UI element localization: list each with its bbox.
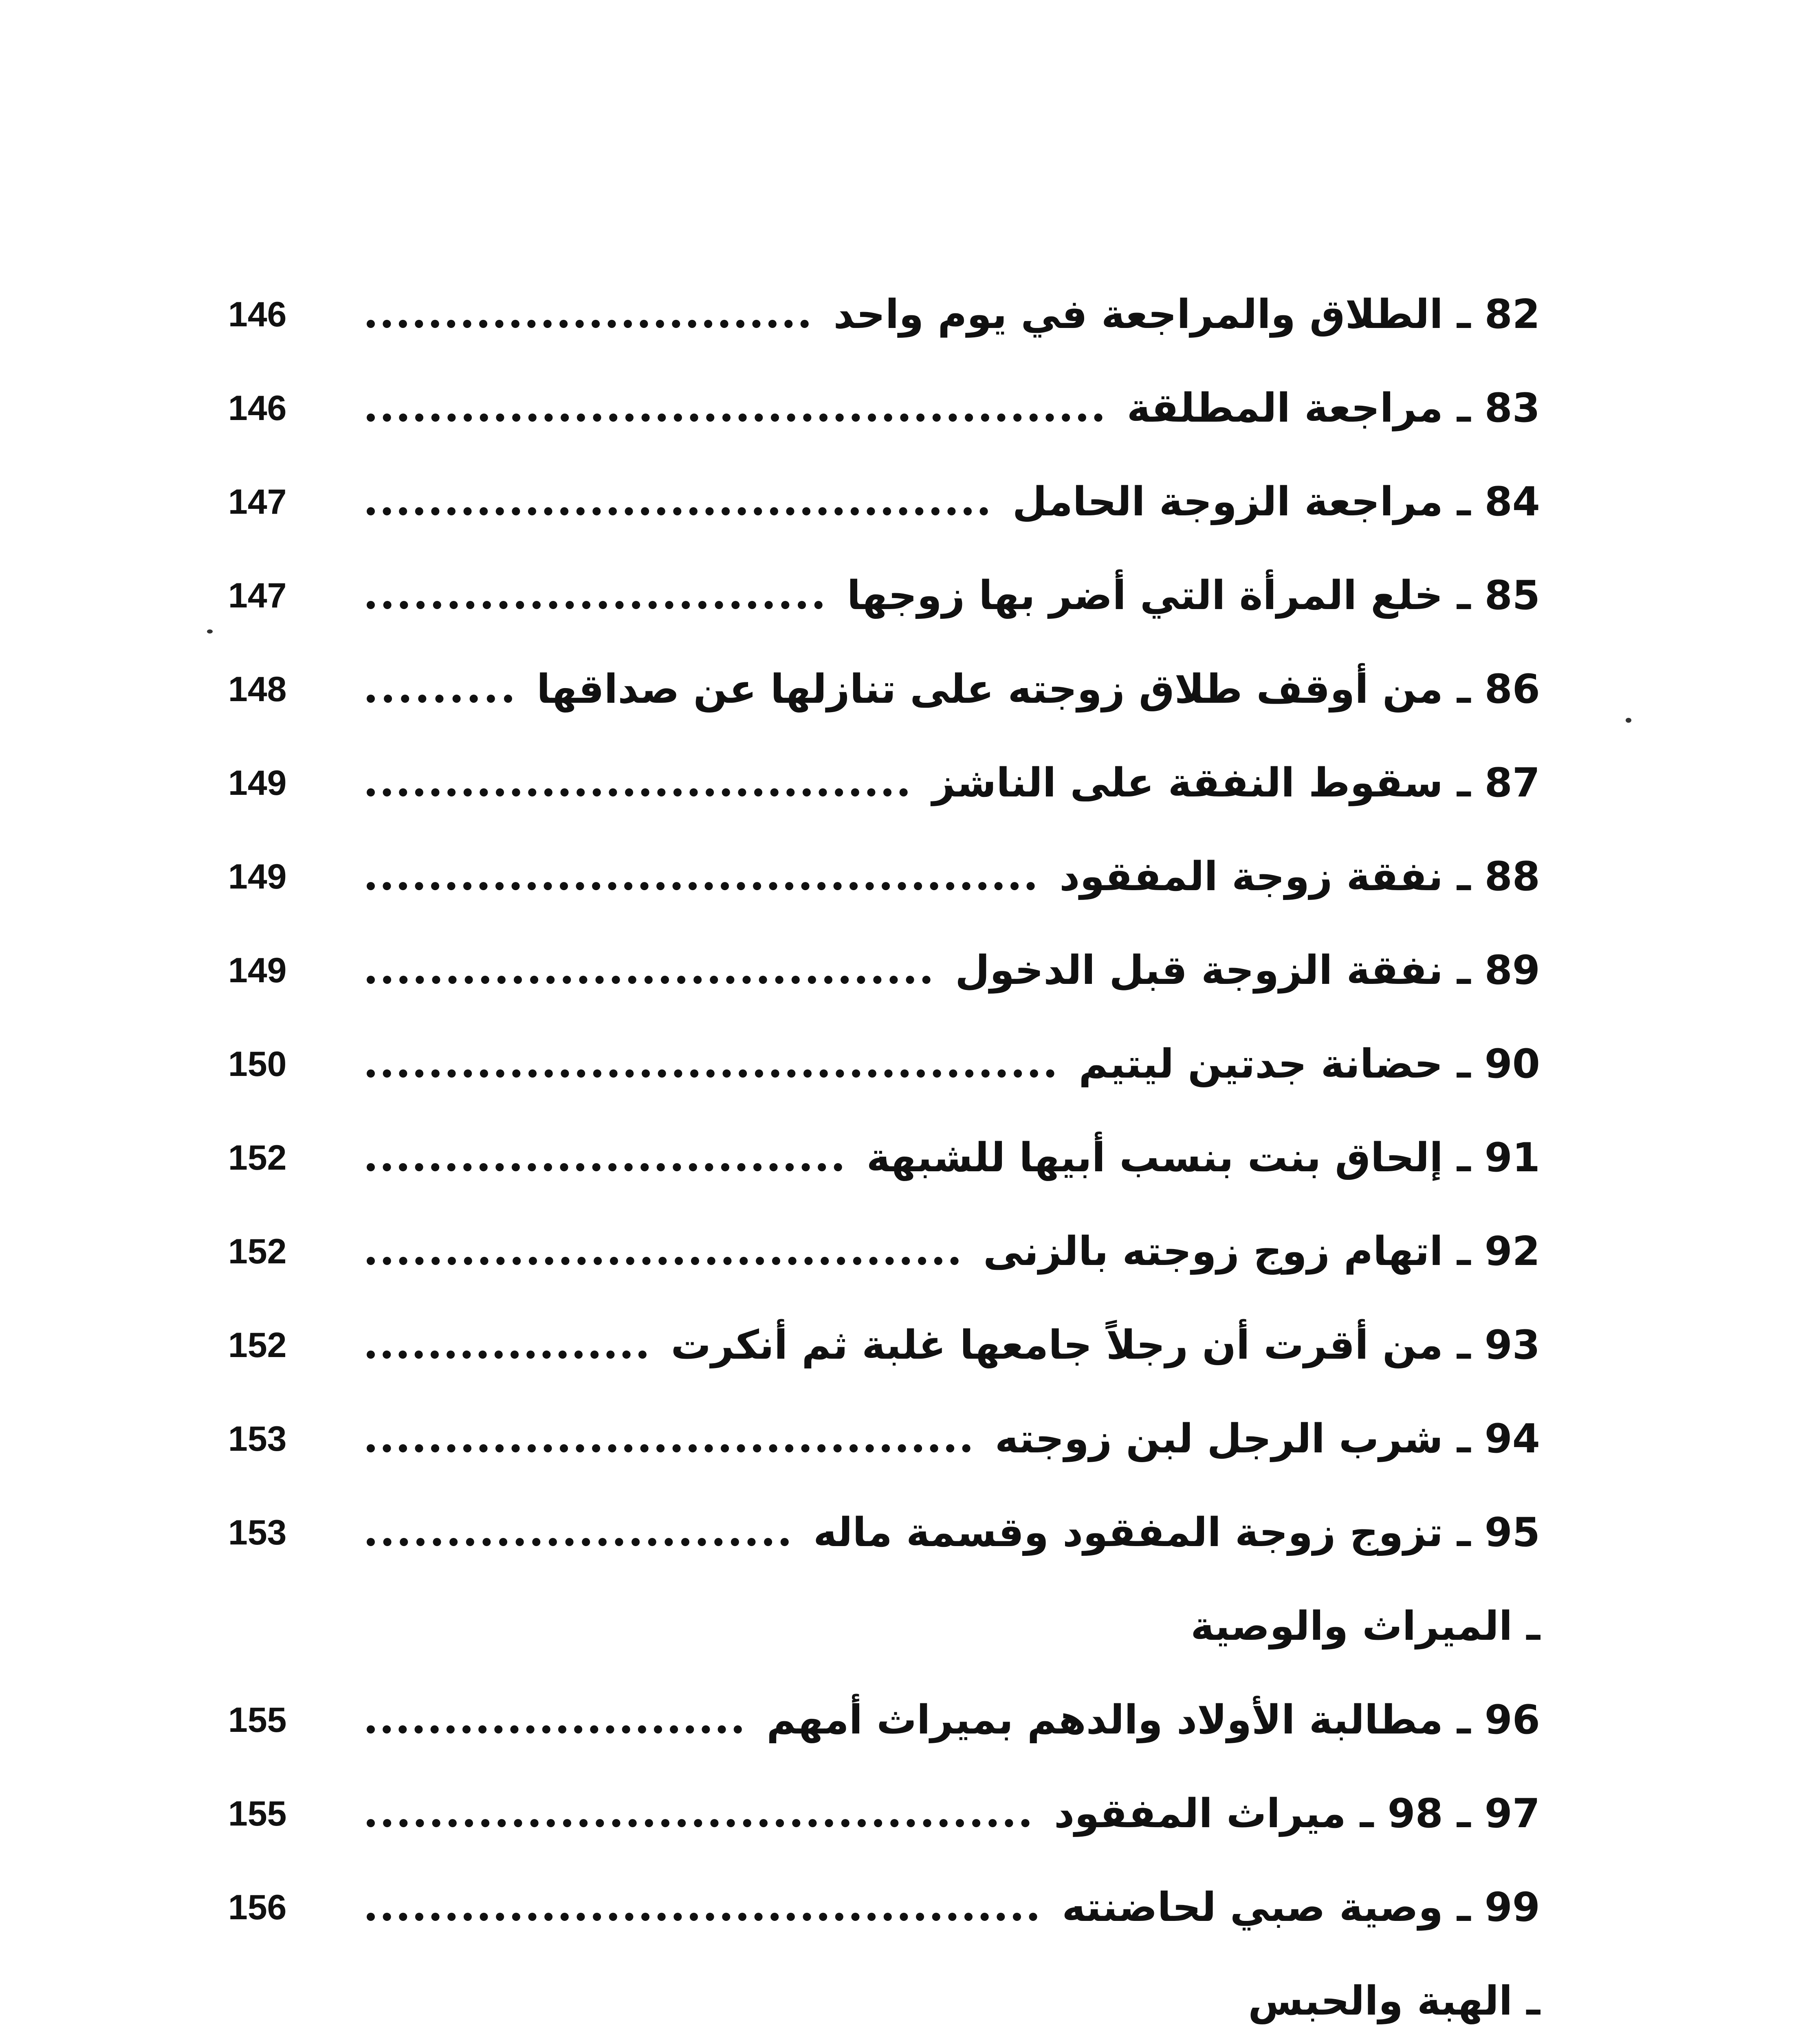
toc-entry-title: 84 ـ مراجعة الزوجة الحامل xyxy=(1012,479,1540,525)
toc-entry-page: 153 xyxy=(228,1419,287,1458)
toc-entry-97-98 xyxy=(359,1777,1540,1850)
section-heading-gift: ـ الهبة والحبس xyxy=(1248,1978,1540,2024)
toc-entry-87 xyxy=(359,746,1540,820)
toc-entry-title: 96 ـ مطالبة الأولاد والدهم بميراث أمهم xyxy=(766,1697,1540,1743)
toc-entry-page: 153 xyxy=(228,1513,287,1552)
toc-entry-title: 90 ـ حضانة جدتين ليتيم xyxy=(1078,1041,1540,1087)
toc-entry-title: 82 ـ الطلاق والمراجعة في يوم واحد xyxy=(833,291,1540,338)
toc-entry-91 xyxy=(359,1121,1540,1194)
toc-entry-page: 147 xyxy=(228,482,287,521)
toc-entry-title: 95 ـ تزوج زوجة المفقود وقسمة ماله xyxy=(813,1509,1540,1556)
toc-entry-page: 150 xyxy=(228,1045,287,1084)
toc-entry-82 xyxy=(359,278,1540,351)
toc-entry-page: 152 xyxy=(228,1138,287,1177)
toc-entry-86 xyxy=(359,653,1540,726)
dot-leader xyxy=(367,788,908,796)
toc-entry-title: 93 ـ من أقرت أن رجلاً جامعها غلبة ثم أنكرت xyxy=(671,1322,1540,1368)
dot-leader xyxy=(367,695,512,703)
toc-entry-title: 97 ـ 98 ـ ميراث المفقود xyxy=(1054,1791,1540,1837)
toc-entry-page: 146 xyxy=(228,295,287,334)
toc-entry-page: 146 xyxy=(228,389,287,428)
toc-entry-title: 83 ـ مراجعة المطلقة xyxy=(1127,385,1540,431)
toc-entry-90 xyxy=(359,1027,1540,1101)
toc-entry-92 xyxy=(359,1215,1540,1288)
section-heading-inheritance: ـ الميراث والوصية xyxy=(1191,1603,1540,1650)
dot-leader xyxy=(367,1163,842,1171)
dot-leader xyxy=(367,414,1103,422)
toc-entry-title: 88 ـ نفقة زوجة المفقود xyxy=(1059,854,1540,900)
scan-speck xyxy=(207,629,213,634)
toc-entry-page: 147 xyxy=(228,576,287,615)
dot-leader xyxy=(367,1538,789,1546)
toc-entry-page: 149 xyxy=(228,951,287,990)
scan-speck xyxy=(1626,718,1631,723)
toc-entry-page: 155 xyxy=(228,1794,287,1833)
toc-entry-85 xyxy=(359,559,1540,632)
toc-entry-title: 94 ـ شرب الرجل لبن زوجته xyxy=(995,1416,1540,1462)
toc-entry-title: 91 ـ إلحاق بنت بنسب أبيها للشبهة xyxy=(866,1135,1540,1181)
toc-entry-99 xyxy=(359,1871,1540,1944)
dot-leader xyxy=(367,507,988,515)
toc-entry-94 xyxy=(359,1402,1540,1476)
dot-leader xyxy=(367,976,931,984)
toc-entry-page: 152 xyxy=(228,1326,287,1365)
toc-entry-page: 149 xyxy=(228,763,287,803)
toc-entry-title: 92 ـ اتهام زوج زوجته بالزنى xyxy=(983,1228,1540,1275)
dot-leader xyxy=(367,1069,1054,1078)
dot-leader xyxy=(367,1351,647,1359)
toc-entry-title: 89 ـ نفقة الزوجة قبل الدخول xyxy=(955,947,1540,994)
toc-entry-84 xyxy=(359,465,1540,539)
dot-leader xyxy=(367,1819,1030,1827)
toc-entry-title: 86 ـ من أوقف طلاق زوجته على تنازلها عن صداقها xyxy=(536,666,1540,713)
toc-entry-page: 149 xyxy=(228,857,287,896)
dot-leader xyxy=(367,1444,971,1452)
toc-entry-83 xyxy=(359,372,1540,445)
dot-leader xyxy=(367,1913,1037,1921)
toc-entry-page: 155 xyxy=(228,1700,287,1740)
toc-entry-93 xyxy=(359,1309,1540,1382)
dot-leader xyxy=(367,1725,742,1733)
dot-leader xyxy=(367,1257,959,1265)
toc-entry-95 xyxy=(359,1496,1540,1569)
toc-entry-page: 148 xyxy=(228,670,287,709)
toc-entry-title: 85 ـ خلع المرأة التي أضر بها زوجها xyxy=(847,572,1540,619)
toc-entry-89 xyxy=(359,934,1540,1007)
dot-leader xyxy=(367,882,1035,890)
toc-entry-page: 152 xyxy=(228,1232,287,1271)
toc-entry-page: 156 xyxy=(228,1888,287,1927)
toc-entry-96 xyxy=(359,1683,1540,1757)
dot-leader xyxy=(367,601,823,609)
toc-entry-title: 99 ـ وصية صبي لحاضنته xyxy=(1062,1884,1540,1931)
toc-entry-title: 87 ـ سقوط النفقة على الناشز xyxy=(932,760,1540,806)
dot-leader xyxy=(367,320,809,328)
toc-entry-88 xyxy=(359,840,1540,913)
